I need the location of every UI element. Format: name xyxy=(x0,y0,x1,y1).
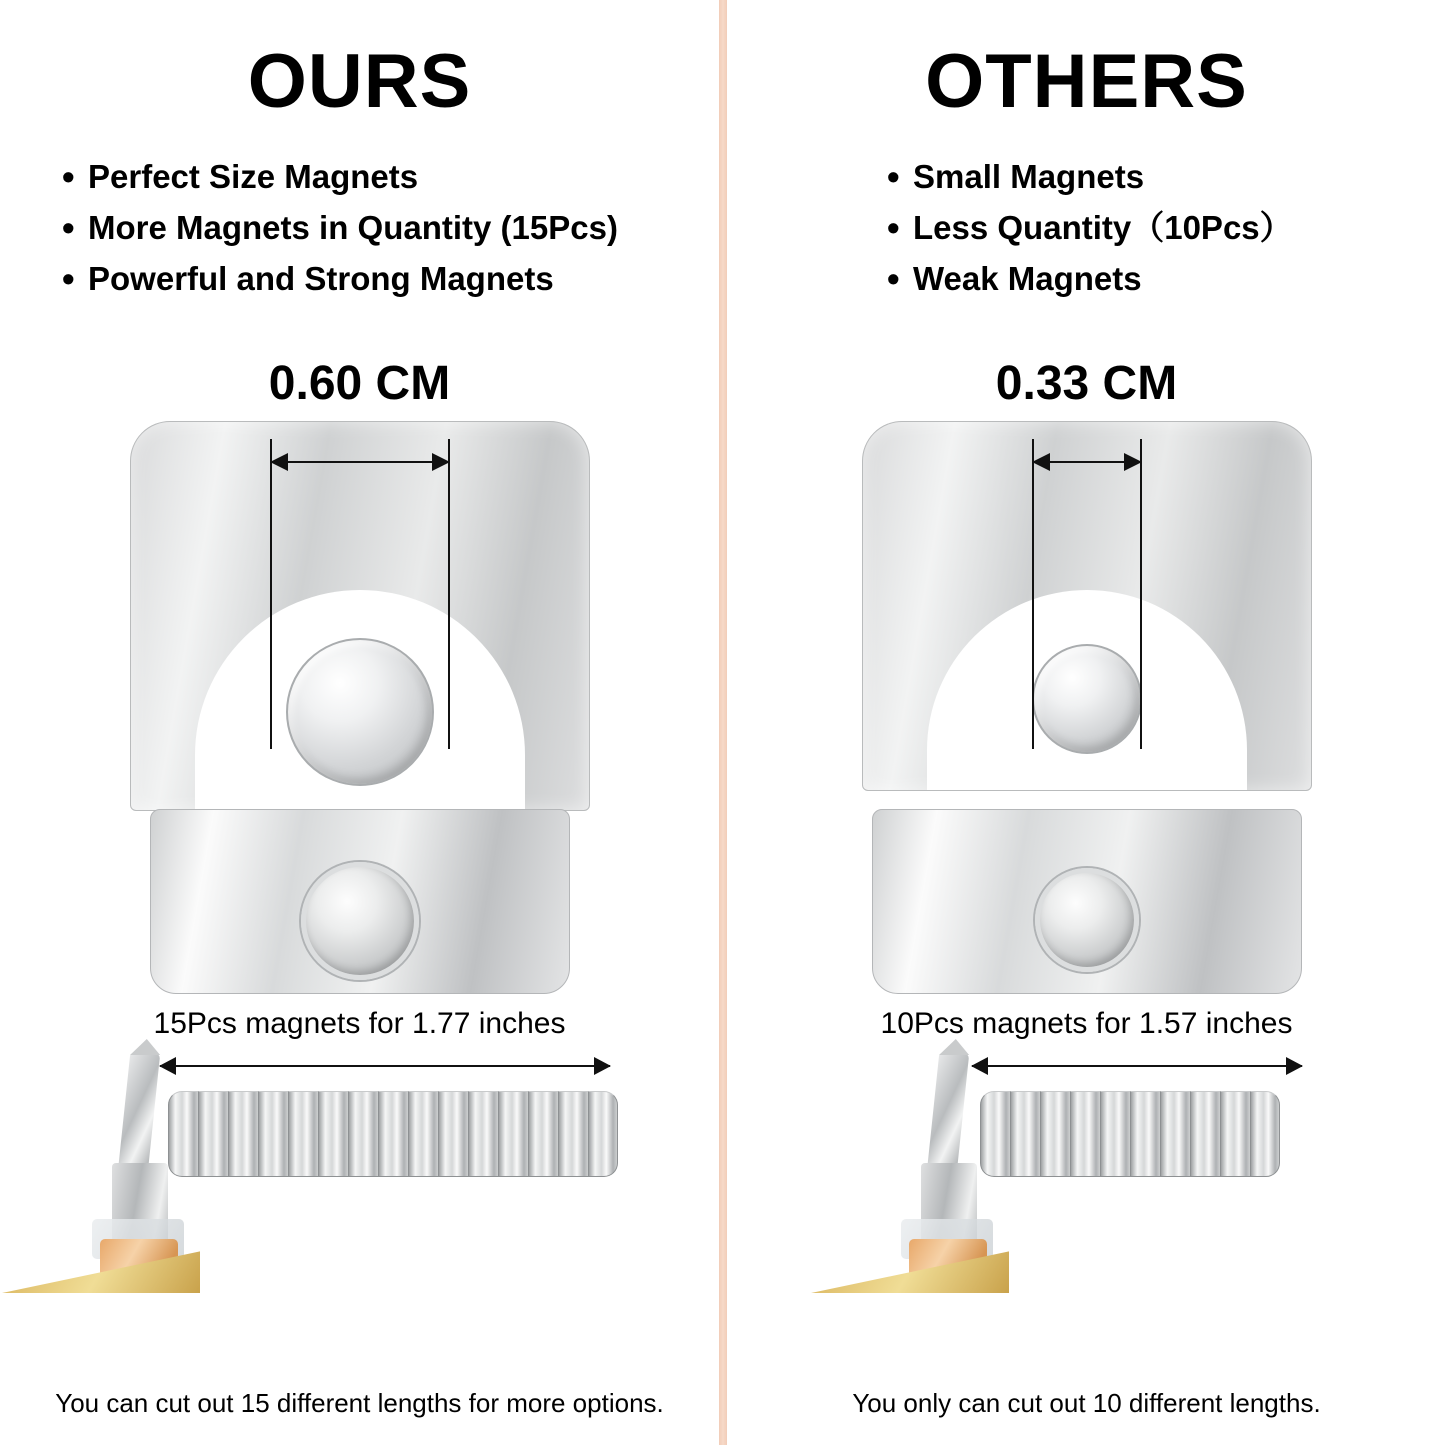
list-item: • Weak Magnets xyxy=(877,253,1445,304)
magnet-cylinder xyxy=(1190,1091,1220,1177)
measure-bar xyxy=(270,461,450,463)
column-divider xyxy=(719,0,727,1445)
magnet-cylinder xyxy=(528,1091,558,1177)
others-bullet-list xyxy=(877,151,1445,304)
magnet-cylinder xyxy=(1130,1091,1160,1177)
magnet-cylinder xyxy=(1220,1091,1250,1177)
magnet-cylinder xyxy=(288,1091,318,1177)
magnet-cylinder xyxy=(318,1091,348,1177)
cutter-blade xyxy=(118,1053,161,1173)
ours-heading: OURS xyxy=(247,39,472,124)
list-item: • Less Quantity（10Pcs） xyxy=(877,202,1445,253)
magnet-cylinder xyxy=(1070,1091,1100,1177)
magnet-cylinder-row xyxy=(980,1091,1280,1177)
magnet-cylinder xyxy=(228,1091,258,1177)
ours-dimension-label: 0.60 CM xyxy=(268,357,451,411)
others-column xyxy=(727,0,1445,1445)
ours-strip-caption: 15Pcs magnets for 1.77 inches xyxy=(153,1007,566,1041)
body-rivet xyxy=(1035,868,1139,972)
magnet-cylinder xyxy=(378,1091,408,1177)
ours-footer-note: You can cut out 15 different lengths for more options. xyxy=(55,1388,664,1418)
measure-tick-left xyxy=(1032,439,1034,749)
tool-body xyxy=(872,809,1302,994)
list-item: • Perfect Size Magnets xyxy=(52,151,719,202)
magnet-cylinder xyxy=(1100,1091,1130,1177)
list-item: • Powerful and Strong Magnets xyxy=(52,253,719,304)
measure-tick-right xyxy=(1140,439,1142,749)
arrow-head-left-icon xyxy=(270,453,288,471)
arrow-head-left-icon xyxy=(1032,453,1050,471)
strip-measure-arrow xyxy=(972,1065,1302,1067)
measurement-arrow xyxy=(1032,439,1142,749)
magnet-cylinder-row xyxy=(168,1091,618,1177)
list-item: • More Magnets in Quantity (15Pcs) xyxy=(52,202,719,253)
magnet-cylinder xyxy=(468,1091,498,1177)
measure-tick-left xyxy=(270,439,272,749)
strip-measure-arrow xyxy=(160,1065,610,1067)
ours-bullet-list xyxy=(52,151,719,304)
magnet-cylinder xyxy=(408,1091,438,1177)
magnet-cylinder xyxy=(588,1091,618,1177)
others-footer-note: You only can cut out 10 different lengths. xyxy=(852,1388,1321,1418)
magnet-cylinder xyxy=(438,1091,468,1177)
magnet-cylinder xyxy=(198,1091,228,1177)
magnet-cylinder xyxy=(348,1091,378,1177)
list-item: • Small Magnets xyxy=(877,151,1445,202)
ours-column xyxy=(0,0,719,1445)
magnet-cylinder xyxy=(1010,1091,1040,1177)
others-tool-illustration xyxy=(727,411,1445,991)
arrow-head-right-icon xyxy=(432,453,450,471)
magnet-cylinder xyxy=(1160,1091,1190,1177)
magnet-cylinder xyxy=(498,1091,528,1177)
body-rivet xyxy=(301,862,419,980)
arrow-head-right-icon xyxy=(1286,1057,1303,1075)
arrow-head-right-icon xyxy=(1124,453,1142,471)
magnet-cylinder xyxy=(1040,1091,1070,1177)
magnet-cylinder xyxy=(258,1091,288,1177)
ours-tool-illustration xyxy=(0,411,719,991)
others-strip-caption: 10Pcs magnets for 1.57 inches xyxy=(880,1007,1293,1041)
arrow-head-right-icon xyxy=(594,1057,611,1075)
tool-body xyxy=(150,809,570,994)
magnet-cylinder xyxy=(558,1091,588,1177)
measurement-arrow xyxy=(270,439,450,749)
magnet-cylinder xyxy=(1250,1091,1280,1177)
ours-magnet-strip-area xyxy=(0,993,719,1293)
others-heading: OTHERS xyxy=(925,39,1248,124)
cutter-blade xyxy=(927,1053,970,1173)
measure-tick-right xyxy=(448,439,450,749)
others-magnet-strip-area xyxy=(727,993,1445,1293)
others-dimension-label: 0.33 CM xyxy=(995,357,1178,411)
